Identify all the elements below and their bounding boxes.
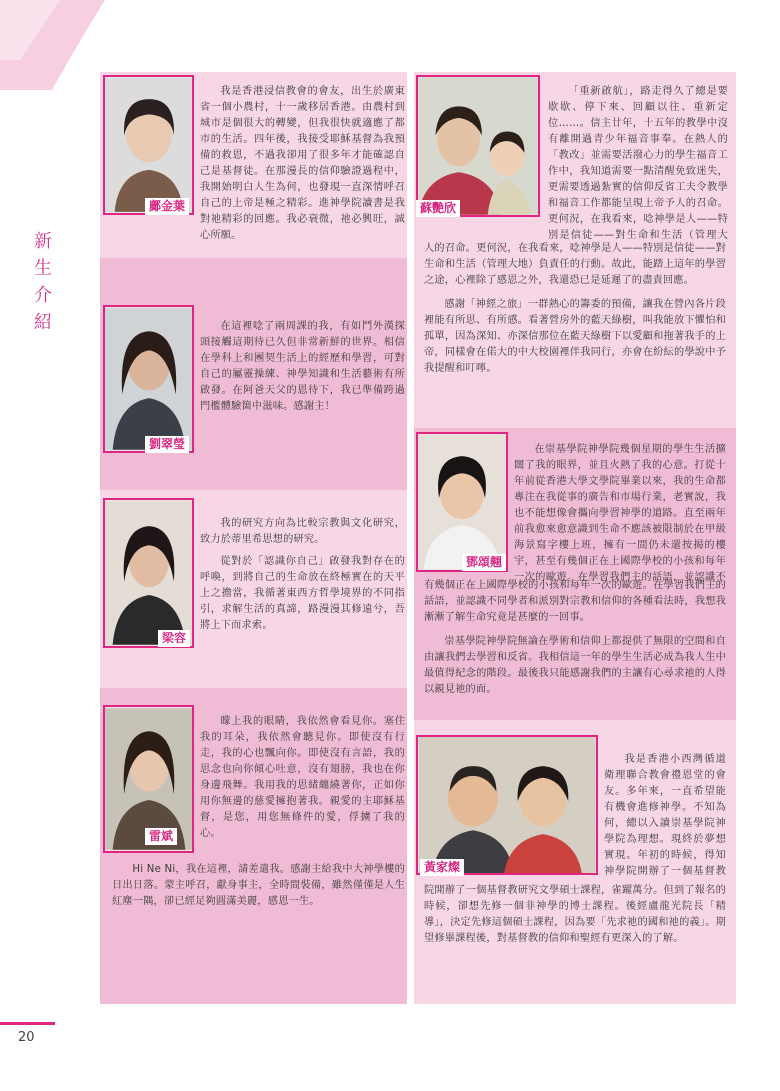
profile-text-6b: 有幾個正在上國際學校的小孩和每年一次的歐遊。在學習我們主的話語，並認識不同學者和派別對宗教和信仰的各種看法時，我想我漸漸了解生命究竟是甚麼的一回事。 崇基學院神學院無論在學術和信仰上都提供了無限的空間和自由讓我們去學習和反省。我相信這一年的學生生活必成為我人生中最值得紀念的階段。最後我只能感謝我們的主讓有心尋求祂的人得以親見祂的面。 xyxy=(424,580,726,695)
page-number: 20 xyxy=(18,1030,35,1045)
profile-text-4a: 矇上我的眼睛，我依然會看見你。塞住我的耳朵，我依然會聽見你。即使沒有行走，我的心也飄向你。即使沒有言語，我的思念也向你傾心吐意，沒有翅膀，我也在你身邊飛舞。我用我的思緒纏繞著你，正如你用你無邊的慈愛擁抱著我。親愛的主耶穌基督，是您，用您無條件的愛，俘擄了我的心。 xyxy=(200,716,405,839)
section-title: 新 生 介 紹 xyxy=(34,231,52,333)
profile-photo-2 xyxy=(103,305,194,453)
profile-text-3: 我的研究方向為比較宗教與文化研究，致力於蒂里希思想的研究。 從對於「認識你自己」啟發我對存在的呼喚，到將自己的生命放在終極實在的天平上之擔當，我循著東西方哲學境界的不同指引，求解生活的真諦，路漫漫其修遠兮，吾將上下而求索。 xyxy=(200,518,405,631)
profile-name-7: 黃家燦 xyxy=(420,859,464,876)
profile-text-4b: Hi Ne Ni，我在這裡，請差遣我。感謝主給我中大神學樓的日出日落。蒙主呼召，獻身事主，全時間裝備，雖然僅僅是人生紅塵一隅，卻已經足夠圓滿美麗，感恩一生。 xyxy=(112,864,405,907)
profile-text-7b: 院開辦了一個基督教研究文學碩士課程，雀躍萬分。但到了報名的時候，卻想先修一個非神學的博士課程。後經盧龍光院長「精導」，決定先修這個碩士課程，因為要「先求祂的國和祂的義」。期望修畢課程後，對基督教的信仰和聖經有更深入的了解。 xyxy=(424,885,726,944)
profile-name-1: 鄺金葉 xyxy=(145,198,189,215)
profile-text-6a: 在崇基學院神學院幾個星期的學生生活擴闊了我的眼界，並且火熱了我的心意。打從十年前從香港大學文學院畢業以來，我的生命都專注在我從事的廣告和市場行業，老實說，我也不能想像會攜向學習神學的道路。直至兩年前我愈來愈意識到生命不應該被限制於在甲級海景寫字樓上班，擁有一間仍未還按揭的樓宇，甚至有幾個正在上國際學校的小孩和每年一次的歐遊。在學習我們主的話語，並認識不 xyxy=(514,444,726,583)
profile-name-6: 鄧頌翹 xyxy=(462,554,506,571)
profile-photo-3 xyxy=(103,498,194,648)
profile-name-2: 劉翠瑩 xyxy=(145,436,189,453)
profile-photo-5 xyxy=(416,75,540,217)
profile-text-7a: 我是香港小西灣循道衛理聯合教會禮恩堂的會友。多年來，一直希望能有機會進修神學。不知為何，總以入讀崇基學院神學院為理想。現終於夢想實現。年初的時候，得知神學院開辦了一個基督教 xyxy=(604,754,726,877)
profile-photo-1 xyxy=(103,75,194,215)
profile-text-2: 在這裡唸了兩周課的我，有如鬥外漢探頭接觸這期待已久但非常新鮮的世界。相信在學科上和團契生活上的經歷和學習，可對自己的屬靈操練、神學知識和生活藝術有所啟發。在阿爸天父的恩待下，我已準備跨過門檻體驗箇中滋味。感謝主！ xyxy=(200,321,405,412)
page-number-bar xyxy=(0,1022,55,1025)
profile-photo-6 xyxy=(416,432,508,572)
profile-text-5a: 「重新啟航」，路走得久了總是要歇歇、停下來、回顧以往、重新定位……。信主廿年，十五年的教學中沒有離開過青少年福音事奉。在熱人的「教改」並需要活潑心力的學生福音工作中，我知道需要一點清醒免致迷失，更需要透過紮實的信仰反省工夫令教學和福音工作都能呈現上帝予人的召命。更何況，在我看來，唸神學是人——特別是信徒——對生命和生活（管理大 xyxy=(548,86,728,241)
profile-name-4: 雷斌 xyxy=(145,828,177,845)
profile-text-1: 我是香港浸信教會的會友，出生於廣東省一個小農村，十一歲移居香港。由農村到城市是個很大的轉變，但我很快就適應了都市的生活。四年後，我接受耶穌基督為我預備的救恩，不過我卻用了很多年才能確認自己是基督徒。在那漫長的信仰驗證過程中，我開始明白人生為何，也發現一直深情呼召自己的上帝是極之精彩。進神學院讀書是我對祂精彩的回應。我必衰微，祂必興旺，誠心所願。 xyxy=(200,86,405,241)
profile-name-3: 梁容 xyxy=(158,630,190,647)
profile-name-5: 蘇艷欣 xyxy=(416,200,460,217)
profile-text-5b: 人的召命。更何況，在我看來，唸神學是人——特別是信徒——對生命和生活（管理大地）負責任的行動。故此，能踏上這年的學習之途，心裡除了感恩之外，我還恐已是延遲了的盡責回應。 感謝「神經之旅」一群熱心的籌委的預備，讓我在營內各片段裡能有所思、有所感。看著營房外的藍天綠樹，叫我能放下懼怕和孤單，因為深知、亦深信那位在藍天綠樹下以愛顧和拖著我手的上帝，同樣會在偌大的中大校園裡伴我同行，亦會在紛紜的學說中予我提醒和叮嚀。 xyxy=(424,243,726,374)
profile-photo-7 xyxy=(416,735,598,875)
